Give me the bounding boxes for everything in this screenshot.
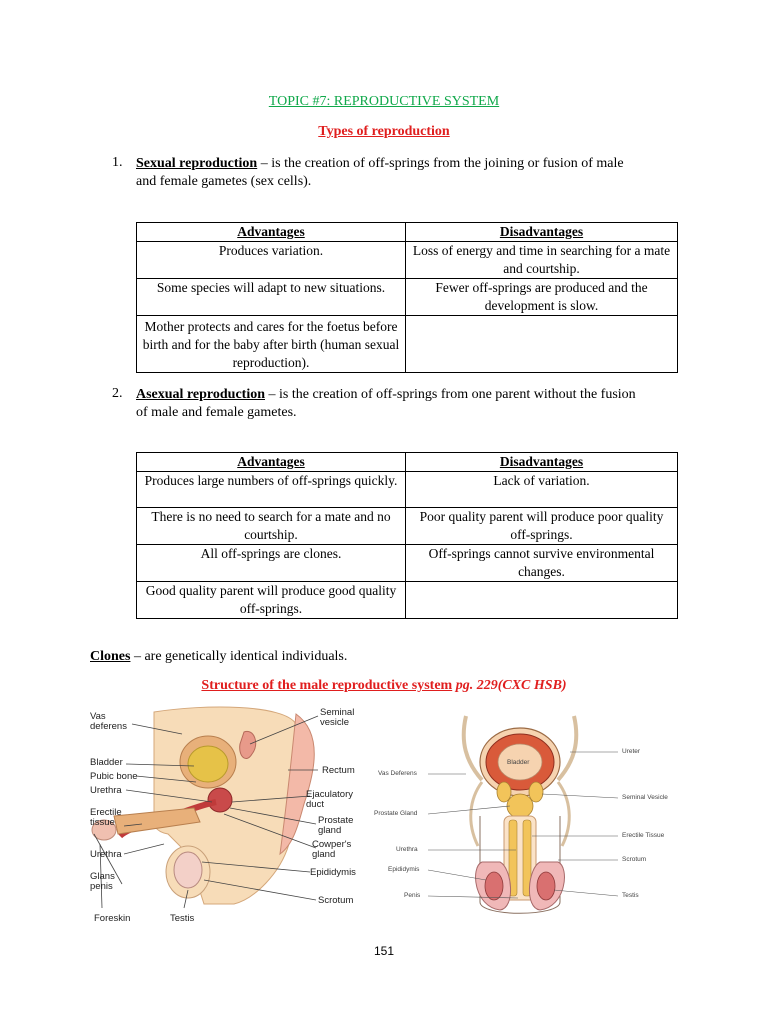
label-testis: Testis <box>622 892 639 899</box>
table-cell: Good quality parent will produce good quality off-springs. <box>137 582 406 619</box>
structure-heading <box>0 678 768 694</box>
label-bladder: Bladder <box>507 759 530 766</box>
table-header-disadvantages: Disadvantages <box>406 453 678 472</box>
table-cell <box>406 316 678 373</box>
sexual-table <box>136 222 678 373</box>
sexual-def-text: – is the creation of off-springs from the joining or fusion of male <box>257 156 624 171</box>
asexual-definition <box>136 386 696 422</box>
asexual-def-text-2: of male and female gametes. <box>136 405 297 420</box>
list-number-2: 2. <box>112 386 123 401</box>
clones-definition <box>90 648 347 666</box>
label-erectile-tissue: Erectile tissue <box>90 807 122 828</box>
asexual-term: Asexual reproduction <box>136 387 265 402</box>
label-scrotum: Scrotum <box>318 895 354 906</box>
label-pubic-bone: Pubic bone <box>90 771 138 782</box>
sexual-def-text-2: and female gametes (sex cells). <box>136 174 312 189</box>
structure-title: Structure of the male reproductive system <box>201 678 453 693</box>
table-cell: Poor quality parent will produce poor quality off-springs. <box>406 508 678 545</box>
label-ejaculatory-duct: Ejaculatory duct <box>306 789 353 810</box>
table-cell: Loss of energy and time in searching for a mate and courtship. <box>406 242 678 279</box>
table-cell: Lack of variation. <box>406 472 678 508</box>
label-scrotum: Scrotum <box>622 856 647 863</box>
label-rectum: Rectum <box>322 765 355 776</box>
label-prostate-gland: Prostate Gland <box>374 810 418 817</box>
structure-ref: pg. 229(CXC HSB) <box>452 678 567 693</box>
table-cell: Fewer off-springs are produced and the development is slow. <box>406 279 678 316</box>
table-cell: Produces large numbers of off-springs quickly. <box>137 472 406 508</box>
table-cell: Mother protects and cares for the foetus before birth and for the baby after birth (human sexual reproduction). <box>137 316 406 373</box>
label-testis: Testis <box>170 913 195 924</box>
table-cell: All off-springs are clones. <box>137 545 406 582</box>
label-bladder: Bladder <box>90 757 123 768</box>
section-heading: Types of reproduction <box>318 124 450 139</box>
sexual-term: Sexual reproduction <box>136 156 258 171</box>
sexual-definition <box>136 155 696 191</box>
label-urethra: Urethra <box>90 785 122 796</box>
table-cell <box>406 582 678 619</box>
table-header-disadvantages: Disadvantages <box>406 223 678 242</box>
label-seminal-vesicle: Seminal Vesicle <box>622 794 668 801</box>
table-header-advantages: Advantages <box>137 223 406 242</box>
asexual-def-text: – is the creation of off-springs from one parent without the fusion <box>265 387 636 402</box>
label-penis: Penis <box>404 892 421 899</box>
label-seminal-vesicle: Seminal vesicle <box>320 707 355 728</box>
label-foreskin: Foreskin <box>94 913 131 924</box>
page-number: 151 <box>373 944 395 958</box>
label-epididymis: Epididymis <box>388 866 420 873</box>
label-glans-penis: Glans penis <box>90 871 115 892</box>
male-reproductive-sagittal-diagram <box>84 704 360 930</box>
label-vas-deferens: Vas Deferens <box>378 770 417 777</box>
label-cowpers-gland: Cowper's gland <box>312 839 352 860</box>
clones-term: Clones <box>90 649 131 664</box>
table-cell: Off-springs cannot survive environmental changes. <box>406 545 678 582</box>
table-cell: Some species will adapt to new situations. <box>137 279 406 316</box>
label-prostate-gland: Prostate gland <box>318 815 354 836</box>
male-reproductive-frontal-diagram <box>370 712 690 928</box>
label-ureter: Ureter <box>622 748 641 755</box>
table-cell: There is no need to search for a mate and no courtship. <box>137 508 406 545</box>
asexual-table <box>136 452 678 619</box>
page-title: TOPIC #7: REPRODUCTIVE SYSTEM <box>268 94 500 109</box>
table-header-advantages: Advantages <box>137 453 406 472</box>
label-vas-deferens: Vas deferens <box>90 711 127 732</box>
clones-def-text: – are genetically identical individuals. <box>130 649 348 664</box>
label-urethra: Urethra <box>396 846 418 853</box>
label-urethra-2: Urethra <box>90 849 122 860</box>
label-epididymis: Epididymis <box>310 867 356 878</box>
label-erectile-tissue: Erectile Tissue <box>622 832 665 839</box>
list-number-1: 1. <box>112 155 123 170</box>
table-cell: Produces variation. <box>137 242 406 279</box>
